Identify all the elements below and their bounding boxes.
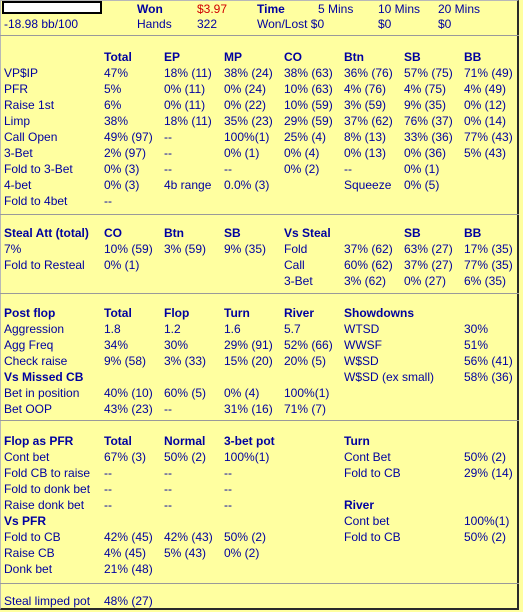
preflop-cell: 18% (11) [164, 114, 212, 128]
preflop-cell: 8% (13) [344, 130, 387, 144]
preflop-cell: 0% (4) [284, 146, 320, 160]
vs-steal-row-label: Call [284, 258, 305, 272]
preflop-row-label: Fold to 4bet [4, 194, 68, 208]
won-lost-label: Won/Lost $0 [257, 17, 325, 31]
steal-header-sb: SB [224, 226, 241, 240]
postflop-cell: 20% (5) [284, 354, 327, 368]
preflop-header-mp: MP [224, 50, 242, 64]
missed-cb-cell: -- [164, 402, 172, 416]
vs-pfr-cell: 42% (45) [104, 530, 153, 544]
preflop-cell: 47% [104, 66, 129, 80]
preflop-header-total: Total [104, 50, 132, 64]
postflop-cell: 29% (91) [224, 338, 273, 352]
preflop-cell: 33% (36) [404, 130, 453, 144]
preflop-cell: 0% (22) [224, 98, 267, 112]
fold-resteal-value: 0% (1) [104, 258, 140, 272]
hands-value: 322 [197, 17, 218, 31]
preflop-cell: 6% [104, 98, 122, 112]
postflop-row-label: Agg Freq [4, 338, 54, 352]
time-label: Time [257, 2, 285, 16]
postflop-row-label: Aggression [4, 322, 65, 336]
hands-label: Hands [137, 17, 172, 31]
vs-steal-row-label: Fold [284, 242, 308, 256]
preflop-cell: 0% (12) [464, 98, 507, 112]
vs-pfr-cell: 0% (2) [224, 546, 260, 560]
preflop-cell: -- [224, 162, 232, 176]
missed-cb-row-label: Bet in position [4, 386, 80, 400]
vs-steal-cell: 6% (35) [464, 274, 507, 288]
flop-pfr-row-label: Fold CB to raise [4, 466, 91, 480]
time-5-mins: 5 Mins [318, 2, 354, 16]
preflop-cell: 38% (24) [224, 66, 273, 80]
vs-pfr-cell: 42% (43) [164, 530, 213, 544]
postflop-header-river: River [284, 306, 315, 320]
flop-pfr-cell: 100%(1) [224, 450, 270, 464]
divider [0, 420, 519, 421]
preflop-row-label: 3-Bet [4, 146, 33, 160]
flop-pfr-cell: -- [224, 498, 232, 512]
showdowns-title: Showdowns [344, 306, 414, 320]
flop-pfr-cell: -- [224, 466, 232, 480]
missed-cb-title: Vs Missed CB [4, 370, 84, 384]
divider [0, 583, 519, 584]
steal-header-co: CO [104, 226, 122, 240]
postflop-cell: 5.7 [284, 322, 301, 336]
vs-pfr-cell: 21% (48) [104, 562, 153, 576]
divider [0, 214, 519, 215]
steal-title: Steal Att (total) [4, 226, 89, 240]
river-title: River [344, 498, 375, 512]
divider [0, 35, 519, 36]
preflop-cell: 0% (24) [224, 82, 267, 96]
showdown-row-label: W$SD (ex small) [344, 370, 435, 384]
preflop-row-label: Fold to 3-Bet [4, 162, 73, 176]
preflop-cell: 18% (11) [164, 66, 212, 80]
preflop-cell: 29% (59) [284, 114, 333, 128]
flop-pfr-row-label: Fold to donk bet [4, 482, 91, 496]
vs-pfr-row-label: Donk bet [4, 562, 53, 576]
preflop-cell: -- [104, 194, 112, 208]
flop-pfr-cell: -- [104, 498, 112, 512]
preflop-cell: 4% (75) [404, 82, 447, 96]
preflop-cell: 71% (49) [464, 66, 513, 80]
preflop-cell: 0% (2) [284, 162, 320, 176]
showdown-row-label: WWSF [344, 338, 382, 352]
preflop-cell: Squeeze [344, 178, 392, 192]
flop-pfr-row-label: Cont bet [4, 450, 50, 464]
vs-pfr-cell: 50% (2) [224, 530, 267, 544]
preflop-cell: 49% (97) [104, 130, 153, 144]
preflop-cell: 77% (43) [464, 130, 513, 144]
preflop-cell: -- [164, 130, 172, 144]
vs-steal-cell: 60% (62) [344, 258, 393, 272]
preflop-header-ep: EP [164, 50, 181, 64]
bb-per-100: -18.98 bb/100 [4, 17, 79, 31]
preflop-cell: 0% (5) [404, 178, 440, 192]
preflop-cell: 2% (97) [104, 146, 147, 160]
preflop-cell: 36% (76) [344, 66, 393, 80]
vs-steal-cell: 37% (62) [344, 242, 393, 256]
preflop-cell: -- [344, 162, 352, 176]
preflop-cell: 57% (75) [404, 66, 453, 80]
preflop-cell: 25% (4) [284, 130, 327, 144]
preflop-cell: 10% (59) [284, 98, 333, 112]
preflop-cell: 4% (76) [344, 82, 387, 96]
vs-steal-title: Vs Steal [284, 226, 331, 240]
vs-pfr-row-label: Raise CB [4, 546, 55, 560]
preflop-cell: 0% (11) [164, 98, 206, 112]
showdown-value: 56% (41) [464, 354, 513, 368]
won-lost-20: $0 [438, 17, 452, 31]
vs-steal-header-bb: BB [464, 226, 482, 240]
flop-pfr-header-normal: Normal [164, 434, 206, 448]
vs-steal-header-sb: SB [404, 226, 421, 240]
time-20-mins: 20 Mins [438, 2, 481, 16]
postflop-row-label: Check raise [4, 354, 68, 368]
time-10-mins: 10 Mins [378, 2, 421, 16]
vs-steal-row-label: 3-Bet [284, 274, 313, 288]
postflop-cell: 1.8 [104, 322, 121, 336]
postflop-cell: 34% [104, 338, 129, 352]
preflop-cell: 0% (13) [344, 146, 387, 160]
flop-pfr-cell: -- [164, 466, 172, 480]
steal-header-btn: Btn [164, 226, 184, 240]
flop-pfr-cell: 67% (3) [104, 450, 147, 464]
postflop-cell: 3% (33) [164, 354, 207, 368]
preflop-row-label: VP$IP [4, 66, 39, 80]
preflop-cell: -- [164, 146, 172, 160]
preflop-row-label: 4-bet [4, 178, 32, 192]
postflop-header-turn: Turn [224, 306, 250, 320]
preflop-row-label: Raise 1st [4, 98, 55, 112]
river-value: 50% (2) [464, 530, 507, 544]
flop-pfr-cell: -- [164, 498, 172, 512]
flop-pfr-header-3bet: 3-bet pot [224, 434, 275, 448]
preflop-cell: 9% (35) [404, 98, 447, 112]
postflop-cell: 30% [164, 338, 189, 352]
vs-steal-cell: 37% (27) [404, 258, 453, 272]
postflop-header-flop: Flop [164, 306, 190, 320]
preflop-header-co: CO [284, 50, 302, 64]
preflop-cell: 0% (3) [104, 178, 140, 192]
preflop-cell: 0% (1) [224, 146, 260, 160]
preflop-cell: 3% (59) [344, 98, 387, 112]
missed-cb-cell: 0% (4) [224, 386, 260, 400]
turn-value: 29% (14) [464, 466, 513, 480]
river-value: 100%(1) [464, 514, 510, 528]
flop-pfr-cell: -- [104, 482, 112, 496]
flop-pfr-row-label: Raise donk bet [4, 498, 85, 512]
preflop-cell: 4b range [164, 178, 212, 192]
preflop-cell: 0% (3) [104, 162, 140, 176]
preflop-cell: 38% (63) [284, 66, 333, 80]
won-lost-10: $0 [378, 17, 392, 31]
preflop-cell: 0% (1) [404, 162, 440, 176]
postflop-cell: 15% (20) [224, 354, 273, 368]
vs-steal-cell: 17% (35) [464, 242, 513, 256]
preflop-header-sb: SB [404, 50, 421, 64]
flop-pfr-cell: -- [224, 482, 232, 496]
preflop-cell: 38% [104, 114, 129, 128]
preflop-cell: 37% (62) [344, 114, 393, 128]
showdown-value: 30% [464, 322, 489, 336]
missed-cb-cell: 100%(1) [284, 386, 330, 400]
turn-title: Turn [344, 434, 370, 448]
postflop-cell: 52% (66) [284, 338, 333, 352]
flop-pfr-header-total: Total [104, 434, 132, 448]
postflop-title: Post flop [4, 306, 56, 320]
showdown-row-label: WTSD [344, 322, 380, 336]
flop-pfr-cell: -- [104, 466, 112, 480]
turn-value: 50% (2) [464, 450, 507, 464]
vs-pfr-cell: 5% (43) [164, 546, 207, 560]
steal-btn: 3% (59) [164, 242, 207, 256]
flop-pfr-cell: 50% (2) [164, 450, 207, 464]
preflop-row-label: Call Open [4, 130, 58, 144]
showdown-value: 58% (36) [464, 370, 513, 384]
missed-cb-cell: 71% (7) [284, 402, 327, 416]
postflop-cell: 9% (58) [104, 354, 147, 368]
preflop-header-bb: BB [464, 50, 482, 64]
preflop-cell: 4% (49) [464, 82, 507, 96]
preflop-header-btn: Btn [344, 50, 364, 64]
steal-limped-value: 48% (27) [104, 594, 153, 608]
flop-pfr-title: Flop as PFR [4, 434, 74, 448]
won-label: Won [137, 2, 163, 16]
preflop-cell: 10% (63) [284, 82, 333, 96]
preflop-cell: 76% (37) [404, 114, 453, 128]
vs-pfr-row-label: Fold to CB [4, 530, 61, 544]
steal-co: 10% (59) [104, 242, 153, 256]
preflop-cell: 0% (36) [404, 146, 447, 160]
preflop-cell: 0% (11) [164, 82, 206, 96]
vs-pfr-cell: 4% (45) [104, 546, 147, 560]
steal-sb: 9% (35) [224, 242, 267, 256]
steal-total: 7% [4, 242, 22, 256]
flop-pfr-cell: -- [164, 482, 172, 496]
preflop-cell: 0.0% (3) [224, 178, 270, 192]
showdown-value: 51% [464, 338, 489, 352]
missed-cb-cell: 31% (16) [224, 402, 273, 416]
preflop-row-label: Limp [4, 114, 31, 128]
river-row-label: Fold to CB [344, 530, 401, 544]
postflop-cell: 1.6 [224, 322, 241, 336]
preflop-cell: 5% (43) [464, 146, 507, 160]
missed-cb-cell: 60% (5) [164, 386, 207, 400]
postflop-header-total: Total [104, 306, 132, 320]
preflop-cell: -- [164, 162, 172, 176]
missed-cb-cell: 43% (23) [104, 402, 153, 416]
divider [0, 293, 519, 294]
vs-steal-cell: 3% (62) [344, 274, 387, 288]
vs-steal-cell: 0% (27) [404, 274, 447, 288]
missed-cb-row-label: Bet OOP [4, 402, 53, 416]
showdown-row-label: W$SD [344, 354, 379, 368]
fold-resteal-label: Fold to Resteal [4, 258, 85, 272]
preflop-cell: 35% (23) [224, 114, 273, 128]
preflop-cell: 100%(1) [224, 130, 270, 144]
vs-steal-cell: 77% (35) [464, 258, 513, 272]
steal-limped-label: Steal limped pot [4, 594, 91, 608]
river-row-label: Cont bet [344, 514, 390, 528]
player-name-field[interactable] [2, 1, 102, 14]
preflop-row-label: PFR [4, 82, 28, 96]
missed-cb-cell: 40% (10) [104, 386, 153, 400]
won-value: $3.97 [197, 2, 228, 16]
preflop-cell: 5% [104, 82, 122, 96]
vs-steal-cell: 63% (27) [404, 242, 453, 256]
vs-pfr-title: Vs PFR [4, 514, 47, 528]
preflop-cell: 0% (14) [464, 114, 507, 128]
postflop-cell: 1.2 [164, 322, 181, 336]
turn-row-label: Fold to CB [344, 466, 401, 480]
turn-row-label: Cont Bet [344, 450, 391, 464]
